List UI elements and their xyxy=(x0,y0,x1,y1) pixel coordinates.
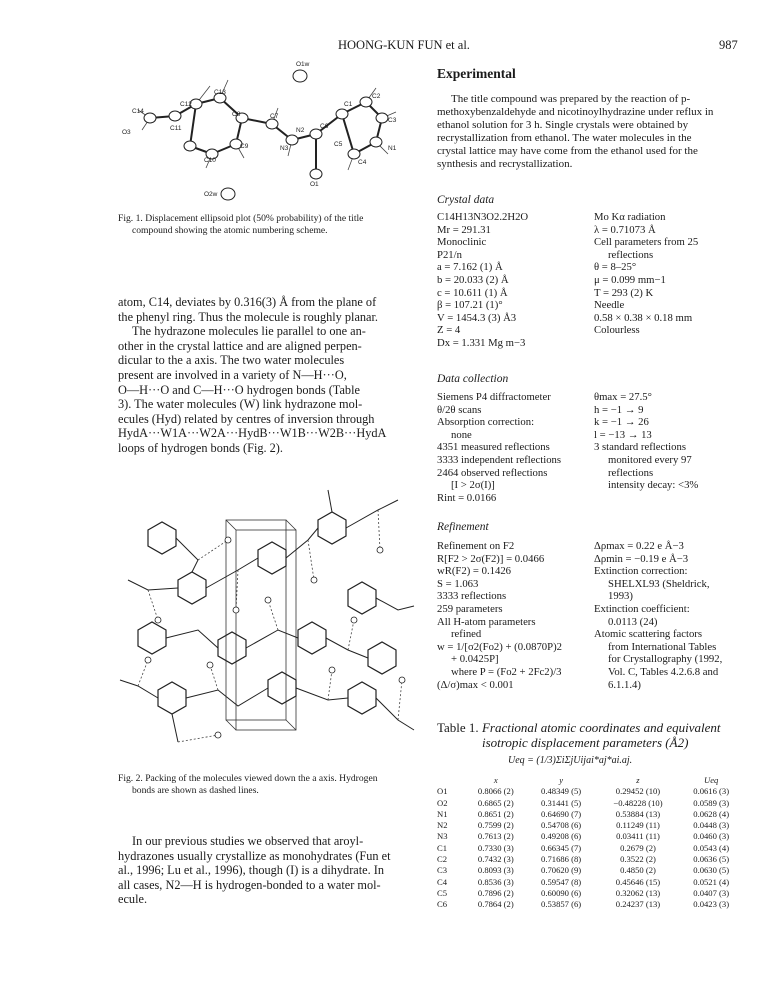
data-line: 6.1.1.4) xyxy=(608,678,641,691)
data-line: Mo Kα radiation xyxy=(594,211,666,223)
data-line: Monoclinic xyxy=(437,236,487,249)
value-cell: 0.0460 (3) xyxy=(693,831,730,842)
atom-cell: C3 xyxy=(437,865,448,876)
coordinates-table xyxy=(437,775,742,911)
atom-cell: C2 xyxy=(437,854,448,865)
data-line: 4351 measured reflections xyxy=(437,441,550,454)
value-cell: 0.0616 (3) xyxy=(693,786,730,797)
body-text-left-bottom: In our previous studies we observed that aroyl- hydrazones usually crystallize as monohydrates (Fun et al., 1996; Lu et al., 1996), though (I) is a dihydrate. In all cases, N2—H is hydrogen-bonded to a water mol- ecule. xyxy=(118,834,391,907)
value-cell: 0.31441 (5) xyxy=(541,797,582,808)
atom-cell: C1 xyxy=(437,842,448,853)
data-line: θ = 8–25° xyxy=(594,261,637,274)
data-line: Atomic scattering factors xyxy=(594,628,703,641)
data-line: c = 10.611 (1) Å xyxy=(437,286,508,299)
data-line: l = −13 → 13 xyxy=(594,428,652,441)
atom-label: N2 xyxy=(296,127,305,134)
data-line: P21/n xyxy=(437,248,462,261)
crystal-data-heading: Crystal data xyxy=(437,194,495,206)
atom-label: N3 xyxy=(280,145,289,152)
data-line: 3333 reflections xyxy=(437,590,507,603)
value-cell: 0.64690 (7) xyxy=(541,808,582,819)
data-line: 3333 independent reflections xyxy=(437,454,562,466)
value-cell: 0.8536 (3) xyxy=(477,876,514,887)
table-header-row xyxy=(437,775,742,786)
atom-cell: N2 xyxy=(437,820,448,831)
value-cell: 0.8093 (3) xyxy=(477,865,514,876)
table1-title: Table 1. Fractional atomic coordinates and equivalent isotropic displacement parameters (Å2) xyxy=(437,720,721,750)
atom-label: C10 xyxy=(204,157,216,164)
value-cell: 0.2679 (2) xyxy=(620,842,656,853)
atom-cell: C6 xyxy=(437,899,448,910)
figure-2 xyxy=(118,480,420,750)
column-header xyxy=(437,775,465,786)
value-cell: 0.03411 (11) xyxy=(616,831,660,842)
experimental-paragraph: The title compound was prepared by the reaction of p- methoxybenzaldehyde and nicotinoylhydrazine under reflux in ethanol solution for 3 h. Single crystals were obtained by recrystallization from ethanol. The water molecules in the crystal lattice may have come from the ethanol used for the synthesis and recrystallization. xyxy=(437,93,714,171)
atom-label: C13 xyxy=(214,89,226,96)
table-row xyxy=(437,854,742,865)
data-line: from International Tables xyxy=(608,640,717,653)
value-cell: 0.60090 (6) xyxy=(541,887,582,898)
data-line: 2464 observed reflections xyxy=(437,466,548,479)
fig2-caption: Fig. 2. Packing of the molecules viewed down the a axis. Hydrogen bonds are shown as dashed lines. xyxy=(118,773,378,796)
table1 xyxy=(437,775,742,911)
data-collection-right xyxy=(594,391,744,511)
experimental-heading: Experimental xyxy=(437,66,516,81)
table-row xyxy=(437,809,742,820)
atom-label: O1 xyxy=(310,181,319,188)
value-cell: 0.7330 (3) xyxy=(477,842,514,853)
data-line: for Crystallography (1992, xyxy=(608,653,723,666)
data-line: 259 parameters xyxy=(437,603,503,615)
data-line: Dx = 1.331 Mg m−3 xyxy=(437,337,526,349)
atom-label: C2 xyxy=(372,93,381,100)
atom-cell: O2 xyxy=(437,797,448,808)
crystal-data-left xyxy=(437,211,587,361)
value-cell: 0.53857 (6) xyxy=(541,899,582,910)
data-line: Refinement on F2 xyxy=(437,540,515,552)
atom-cell: C5 xyxy=(437,887,448,898)
data-line: 3 standard reflections xyxy=(594,441,686,454)
atom-cell: O1 xyxy=(437,786,448,797)
data-line: Extinction coefficient: xyxy=(594,603,690,615)
data-line: Δρmin = −0.19 e Å−3 xyxy=(594,552,689,565)
data-line: R[F2 > 2σ(F2)] = 0.0466 xyxy=(437,552,545,565)
data-line: 1993) xyxy=(608,590,633,603)
data-line: β = 107.21 (1)° xyxy=(437,299,503,312)
data-line: reflections xyxy=(608,466,654,479)
refinement-left xyxy=(437,540,592,700)
value-cell: 0.49208 (6) xyxy=(541,831,582,842)
value-cell: 0.0521 (4) xyxy=(693,876,730,887)
value-cell: 0.59547 (8) xyxy=(541,876,582,887)
value-cell: 0.3522 (2) xyxy=(620,854,656,865)
table-row xyxy=(437,820,742,831)
value-cell: 0.24237 (13) xyxy=(615,899,661,910)
value-cell: 0.8651 (2) xyxy=(477,808,514,819)
data-line: monitored every 97 xyxy=(608,454,692,466)
atom-label: N1 xyxy=(388,145,397,152)
table-row xyxy=(437,786,742,797)
figure-1 xyxy=(120,58,420,206)
data-line: Z = 4 xyxy=(437,324,461,337)
column-header: z xyxy=(636,775,640,785)
atom-cell: C4 xyxy=(437,876,448,887)
ellipsoid-plot xyxy=(120,58,420,206)
data-line: Absorption correction: xyxy=(437,416,535,429)
data-line: SHELXL93 (Sheldrick, xyxy=(608,577,710,590)
data-collection-heading: Data collection xyxy=(437,373,509,385)
data-line: + 0.0425P] xyxy=(451,653,499,666)
value-cell: 0.0543 (4) xyxy=(693,842,730,853)
data-line: Vol. C, Tables 4.2.6.8 and xyxy=(608,666,719,678)
value-cell: 0.0636 (5) xyxy=(693,854,730,865)
data-line: w = 1/[σ2(Fo2) + (0.0870P)2 xyxy=(437,640,562,653)
data-line: [I > 2σ(I)] xyxy=(451,479,495,492)
data-line: (Δ/σ)max < 0.001 xyxy=(437,678,514,691)
atom-label: C5 xyxy=(334,141,343,148)
table1-formula: Ueq = (1/3)ΣiΣjUijai*aj*ai.aj. xyxy=(508,755,633,766)
data-line: reflections xyxy=(608,248,654,261)
atom-label: C4 xyxy=(358,159,367,166)
value-cell: 0.0630 (5) xyxy=(693,865,730,876)
body-text-left-top: atom, C14, deviates by 0.316(3) Å from the plane of the phenyl ring. Thus the molecule is roughly planar. The hydrazone molecules lie parallel to one an- other in the crystal lattice and are aligned perpen- dicular to the a axis. The two water molecules present are involved in a variety of N—H···O, O—H···O and C—H···O hydrogen bonds (Table 3). The water molecules (W) link hydrazone mol- ecules (Hyd) related by centres of inversion through HydA···W1A···W2A···HydB···W1B···W2B···HydA loops of hydrogen bonds (Fig. 2). xyxy=(118,295,387,455)
data-line: Δρmax = 0.22 e Å−3 xyxy=(594,540,684,552)
data-line: 0.0113 (24) xyxy=(608,615,658,628)
data-line: Mr = 291.31 xyxy=(437,223,491,236)
column-header: y xyxy=(559,775,564,785)
atom-label: C1 xyxy=(344,101,353,108)
table-row xyxy=(437,877,742,888)
value-cell: 0.54708 (6) xyxy=(541,820,582,831)
value-cell: 0.0448 (3) xyxy=(693,820,730,831)
value-cell: 0.7613 (2) xyxy=(477,831,514,842)
atom-label: O3 xyxy=(122,129,131,136)
table-row xyxy=(437,843,742,854)
column-header: Ueq xyxy=(704,775,719,785)
value-cell: 0.70620 (9) xyxy=(541,865,582,876)
data-line: All H-atom parameters xyxy=(437,615,536,628)
value-cell: 0.0423 (3) xyxy=(693,899,730,910)
data-line: θ/2θ scans xyxy=(437,403,482,416)
data-collection-left xyxy=(437,391,587,511)
value-cell: 0.71686 (8) xyxy=(541,854,582,865)
value-cell: 0.7599 (2) xyxy=(477,820,514,831)
atom-cell: N1 xyxy=(437,808,448,819)
column-header: x xyxy=(493,775,498,785)
data-line: Rint = 0.0166 xyxy=(437,491,497,504)
value-cell: 0.0407 (3) xyxy=(693,887,730,898)
refinement-heading: Refinement xyxy=(437,521,489,533)
data-line: θmax = 27.5° xyxy=(594,391,652,403)
packing-diagram xyxy=(118,480,420,750)
atom-label: C14 xyxy=(132,108,144,115)
data-line: wR(F2) = 0.1426 xyxy=(437,565,512,578)
value-cell: 0.45646 (15) xyxy=(615,876,661,887)
data-line: C14H13N3O2.2H2O xyxy=(437,211,529,223)
atom-label: C3 xyxy=(388,117,397,124)
data-line: k = −1 → 26 xyxy=(594,416,649,429)
refinement-right xyxy=(594,540,744,700)
data-line: none xyxy=(451,428,472,441)
crystal-data-right xyxy=(594,211,744,361)
atom-cell: N3 xyxy=(437,831,448,842)
value-cell: −0.48228 (10) xyxy=(613,797,663,808)
table-row xyxy=(437,888,742,899)
data-line: S = 1.063 xyxy=(437,577,479,590)
data-line: 0.58 × 0.38 × 0.18 mm xyxy=(594,311,693,324)
atom-label: C9 xyxy=(240,143,249,150)
fig1-caption: Fig. 1. Displacement ellipsoid plot (50% probability) of the title compound showing the atomic numbering scheme. xyxy=(118,213,364,236)
value-cell: 0.53884 (13) xyxy=(615,808,661,819)
data-line: a = 7.162 (1) Å xyxy=(437,261,503,274)
value-cell: 0.0628 (4) xyxy=(693,808,730,819)
data-line: V = 1454.3 (3) Å3 xyxy=(437,311,517,324)
atom-label: C7 xyxy=(270,113,279,120)
value-cell: 0.0589 (3) xyxy=(693,797,730,808)
data-line: Colourless xyxy=(594,324,640,337)
atom-label: C11 xyxy=(170,125,182,132)
atom-label: C8 xyxy=(232,111,241,118)
value-cell: 0.7864 (2) xyxy=(477,899,514,910)
data-line: λ = 0.71073 Å xyxy=(594,223,656,236)
data-line: h = −1 → 9 xyxy=(594,403,644,416)
data-line: b = 20.033 (2) Å xyxy=(437,274,509,286)
data-line: μ = 0.099 mm−1 xyxy=(594,274,666,286)
table-row xyxy=(437,865,742,876)
data-line: Needle xyxy=(594,299,625,312)
table-row xyxy=(437,899,742,910)
value-cell: 0.7896 (2) xyxy=(477,887,514,898)
value-cell: 0.6865 (2) xyxy=(477,797,514,808)
atom-label: C12 xyxy=(180,101,192,108)
value-cell: 0.29452 (10) xyxy=(615,786,661,797)
data-line: intensity decay: <3% xyxy=(608,479,699,492)
data-line: Siemens P4 diffractometer xyxy=(437,391,551,403)
table-row xyxy=(437,798,742,809)
value-cell: 0.66345 (7) xyxy=(541,842,582,853)
value-cell: 0.32062 (13) xyxy=(615,887,661,898)
value-cell: 0.48349 (5) xyxy=(541,786,582,797)
value-cell: 0.4850 (2) xyxy=(620,865,656,876)
value-cell: 0.11249 (11) xyxy=(616,820,660,831)
value-cell: 0.8066 (2) xyxy=(477,786,514,797)
data-line: Cell parameters from 25 xyxy=(594,236,699,249)
atom-label: O1w xyxy=(296,61,310,68)
value-cell: 0.7432 (3) xyxy=(477,854,514,865)
data-line: where P = (Fo2 + 2Fc2)/3 xyxy=(451,666,562,678)
data-line: Extinction correction: xyxy=(594,565,688,578)
atom-label: C6 xyxy=(320,123,329,130)
atom-label: O2w xyxy=(204,191,218,198)
page-number: 987 xyxy=(719,38,738,52)
running-title: HOONG-KUN FUN et al. xyxy=(338,38,470,52)
data-line: refined xyxy=(451,628,482,641)
data-line: T = 293 (2) K xyxy=(594,286,654,299)
table-row xyxy=(437,831,742,842)
